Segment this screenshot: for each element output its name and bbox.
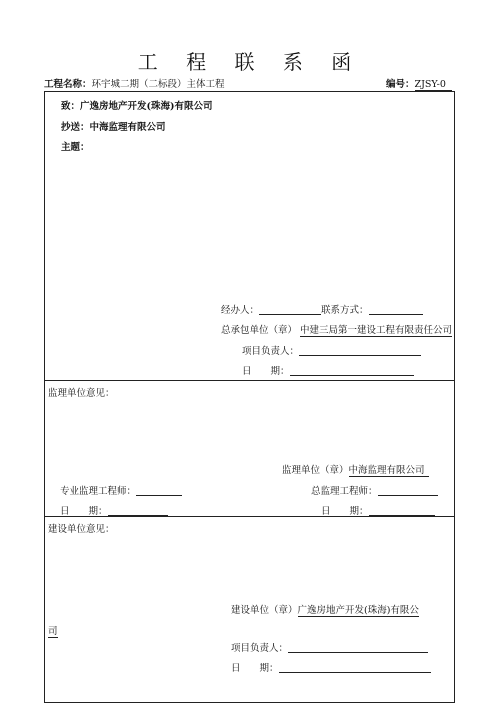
owner-unit-row xyxy=(231,602,419,616)
cc-row xyxy=(61,119,166,133)
owner-pm-label: 项目负责人： xyxy=(231,643,289,654)
owner-unit-label: 建设单位（章） xyxy=(231,605,298,616)
project-name-row xyxy=(44,76,225,90)
handler-row xyxy=(221,302,423,316)
to-row xyxy=(61,98,213,112)
number-row xyxy=(386,76,452,90)
supervision-date-left-field[interactable] xyxy=(108,504,168,516)
contractor-row xyxy=(221,322,452,336)
page-title: 工 程 联 系 函 xyxy=(137,50,363,74)
contact-pm-row xyxy=(242,343,421,357)
supervision-opinion-label: 监理单位意见： xyxy=(48,388,115,399)
engineer-label: 专业监理工程师： xyxy=(60,486,137,497)
to-label: 致： xyxy=(61,101,81,112)
supervision-unit-row xyxy=(282,462,429,476)
phone-label: 联系方式： xyxy=(321,305,369,316)
contractor-label: 总承包单位（章） xyxy=(221,325,298,336)
handler-label: 经办人： xyxy=(221,305,260,316)
contractor-value: 中建三局第一建设工程有限责任公司 xyxy=(300,325,453,336)
owner-date-row xyxy=(231,660,431,674)
section-divider-1 xyxy=(44,380,455,381)
cc-label: 抄送： xyxy=(61,122,90,133)
project-name-value: 环宇城二期（二标段）主体工程 xyxy=(91,79,225,90)
contact-date-label: 日 期： xyxy=(242,366,290,377)
handler-field[interactable] xyxy=(259,303,321,315)
contact-pm-label: 项目负责人： xyxy=(242,346,300,357)
phone-field[interactable] xyxy=(369,303,423,315)
owner-pm-row xyxy=(231,640,428,654)
supervision-date-right-field[interactable] xyxy=(369,504,435,516)
supervision-date-right-row xyxy=(321,503,435,517)
owner-date-label: 日 期： xyxy=(231,663,279,674)
contact-date-field[interactable] xyxy=(290,364,414,376)
number-value: ZJSY-0 xyxy=(415,79,452,91)
owner-opinion-label: 建设单位意见： xyxy=(48,524,115,535)
cc-value: 中海监理有限公司 xyxy=(89,122,166,133)
owner-unit-value: 广逸房地产开发(珠海)有限公 xyxy=(297,605,419,616)
chief-engineer-row xyxy=(311,483,438,497)
owner-pm-field[interactable] xyxy=(288,641,428,653)
supervision-date-right-label: 日 期： xyxy=(321,506,369,517)
owner-unit-value-continued xyxy=(48,623,58,637)
chief-engineer-label: 总监理工程师： xyxy=(311,486,378,497)
owner-date-field[interactable] xyxy=(279,661,431,673)
owner-unit-value-line2: 司 xyxy=(48,626,58,637)
number-label: 编号： xyxy=(386,79,415,90)
supervision-unit-label: 监理单位（章） xyxy=(282,465,349,476)
chief-engineer-field[interactable] xyxy=(378,484,438,496)
engineer-row xyxy=(60,483,182,497)
engineer-field[interactable] xyxy=(136,484,182,496)
contact-date-row xyxy=(242,363,414,377)
supervision-date-left-label: 日 期： xyxy=(60,506,108,517)
to-value: 广逸房地产开发(珠海)有限公司 xyxy=(80,101,213,112)
project-name-label: 工程名称： xyxy=(44,79,92,90)
supervision-unit-value: 中海监理有限公司 xyxy=(349,465,429,477)
subject-label: 主题： xyxy=(61,142,90,153)
contact-pm-field[interactable] xyxy=(299,344,421,356)
supervision-date-left-row xyxy=(60,503,168,517)
